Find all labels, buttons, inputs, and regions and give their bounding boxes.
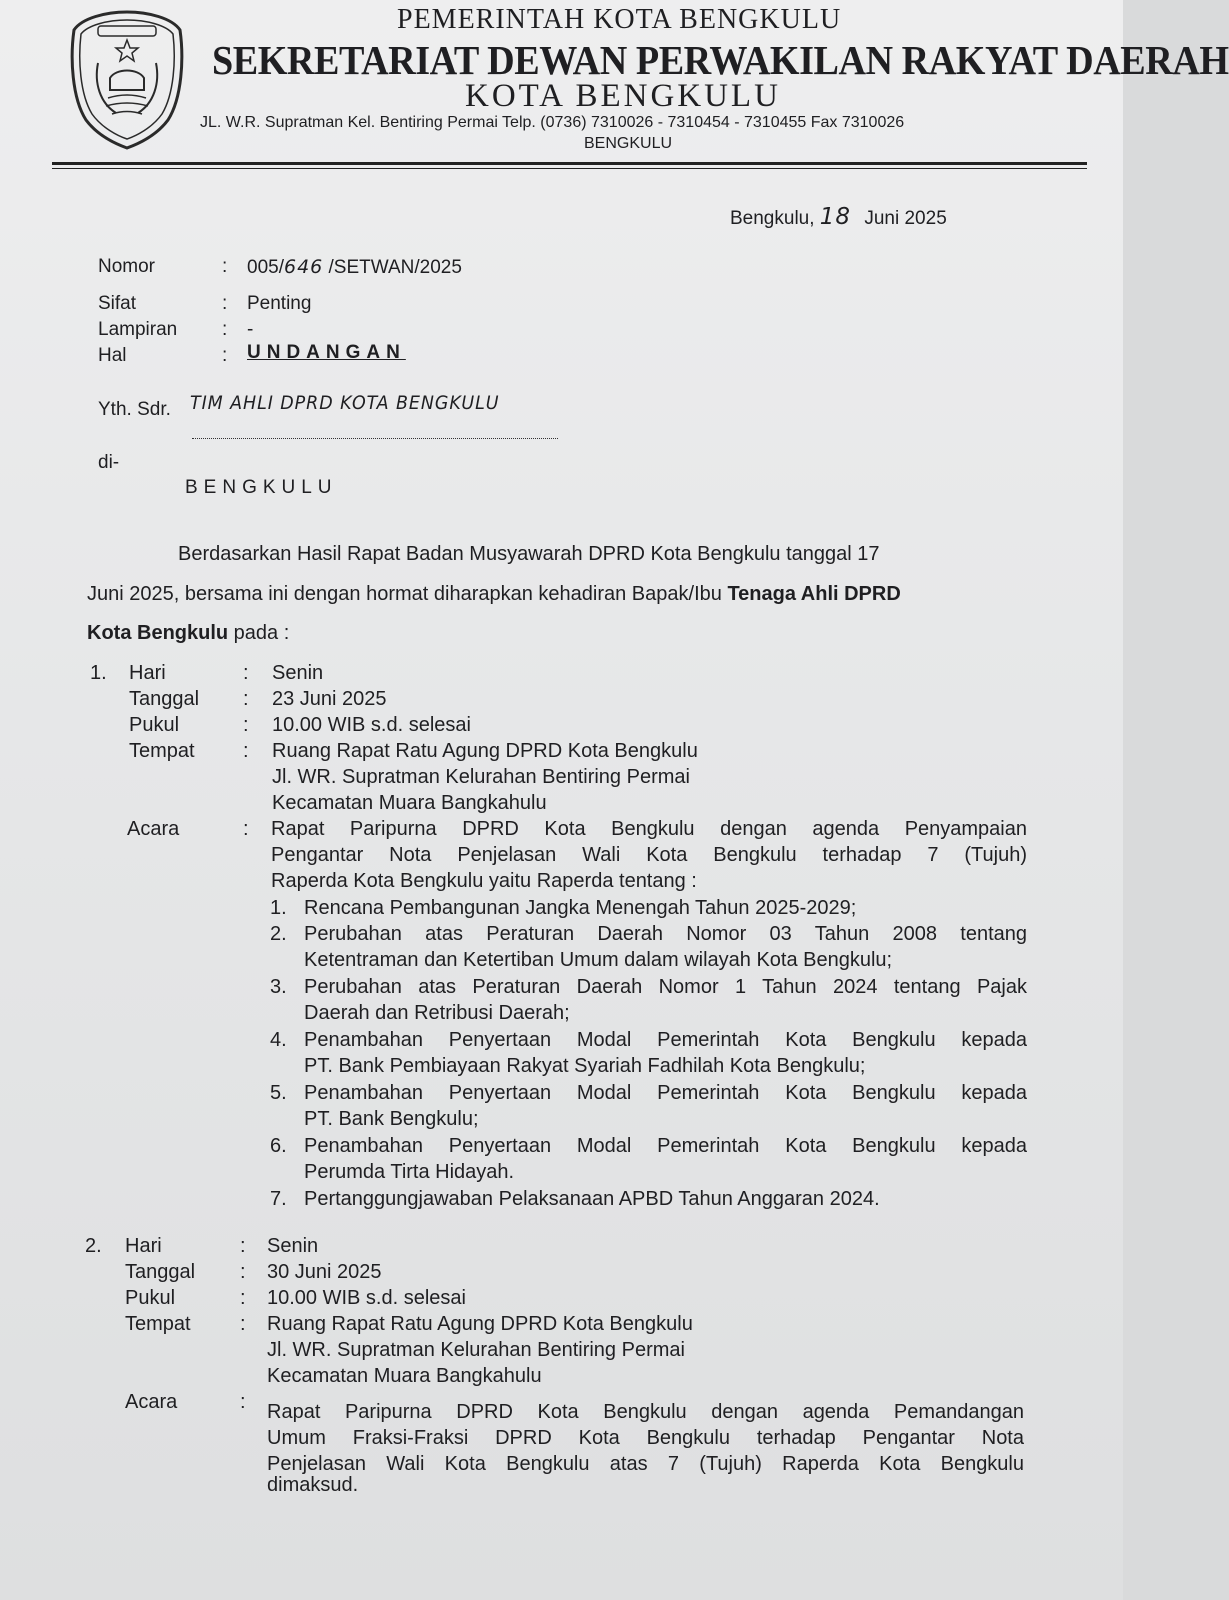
raperda-item-6: Penambahan Penyertaan Modal Pemerintah Kota Bengkulu kepada <box>304 1135 1027 1157</box>
event-1-acara-3: Raperda Kota Bengkulu yaitu Raperda tentang : <box>271 870 697 892</box>
body-line-2-text: Juni 2025, bersama ini dengan hormat diharapkan kehadiran Bapak/Ibu <box>87 583 728 605</box>
nomor-colon: : <box>222 256 228 277</box>
body-line-2-bold: Tenaga Ahli DPRD <box>727 583 901 605</box>
date-rest: Juni 2025 <box>864 208 947 229</box>
event-2-tempat-3: Kecamatan Muara Bangkahulu <box>267 1365 542 1387</box>
nomor-suffix: /SETWAN/2025 <box>323 257 462 278</box>
recipient-name-handwritten: TIM AHLI DPRD KOTA BENGKULU <box>190 392 500 414</box>
recipient-dotted-line <box>192 438 558 439</box>
event-1-tempat-3: Kecamatan Muara Bangkahulu <box>272 792 547 814</box>
event-2-hari: Senin <box>267 1235 319 1257</box>
nomor-handwritten: 646 <box>283 256 324 278</box>
header-rule-thick <box>52 162 1087 165</box>
event-2-tempat-label: Tempat <box>125 1313 191 1335</box>
body-line-3-text: pada : <box>228 622 290 644</box>
hal-colon: : <box>222 345 228 366</box>
date-day-handwritten: 18 <box>819 204 852 230</box>
event-2-colon: : <box>240 1287 246 1309</box>
event-1-tanggal: 23 Juni 2025 <box>272 688 387 710</box>
event-2-tanggal-label: Tanggal <box>125 1261 196 1283</box>
nomor-label: Nomor <box>98 256 156 277</box>
raperda-item-4: Penambahan Penyertaan Modal Pemerintah Kota Bengkulu kepada <box>304 1029 1027 1051</box>
raperda-item-4-num: 4. <box>270 1029 287 1051</box>
event-1-colon: : <box>243 662 249 684</box>
event-1-tempat-2: Jl. WR. Supratman Kelurahan Bentiring Permai <box>272 766 690 788</box>
letter-date <box>730 204 947 230</box>
raperda-item-6-num: 6. <box>270 1135 287 1157</box>
event-1-colon: : <box>243 714 249 736</box>
event-1-colon: : <box>243 818 249 840</box>
event-1-pukul: 10.00 WIB s.d. selesai <box>272 714 471 736</box>
event-1-colon: : <box>243 740 249 762</box>
event-1-acara-label: Acara <box>127 818 180 840</box>
event-1-hari: Senin <box>272 662 324 684</box>
event-1-pukul-label: Pukul <box>129 714 180 736</box>
event-2-hari-label: Hari <box>125 1235 162 1257</box>
event-1-tanggal-label: Tanggal <box>129 688 200 710</box>
date-prefix: Bengkulu, <box>730 208 815 229</box>
event-2-colon: : <box>240 1261 246 1283</box>
hal-value: UNDANGAN <box>247 342 406 363</box>
sifat-label: Sifat <box>98 293 137 314</box>
raperda-item-5-cont: PT. Bank Bengkulu; <box>304 1108 479 1130</box>
lampiran-value: - <box>247 319 254 340</box>
yth-label: Yth. Sdr. <box>98 399 171 420</box>
raperda-item-6-cont: Perumda Tirta Hidayah. <box>304 1161 515 1183</box>
event-1-acara-2: Pengantar Nota Penjelasan Wali Kota Bengkulu terhadap 7 (Tujuh) <box>271 844 1027 866</box>
event-2-acara-4: dimaksud. <box>267 1474 359 1496</box>
sifat-colon: : <box>222 293 228 314</box>
event-2-colon: : <box>240 1313 246 1335</box>
event-1-acara-1: Rapat Paripurna DPRD Kota Bengkulu dengan agenda Penyampaian <box>271 818 1027 840</box>
raperda-item-1-num: 1. <box>270 897 287 919</box>
raperda-item-4-cont: PT. Bank Pembiayaan Rakyat Syariah Fadhilah Kota Bengkulu; <box>304 1055 866 1077</box>
event-2-pukul-label: Pukul <box>125 1287 176 1309</box>
lampiran-label: Lampiran <box>98 319 178 340</box>
address-line: JL. W.R. Supratman Kel. Bentiring Permai Telp. (0736) 7310026 - 7310454 - 7310455 Fax 7310026 <box>200 114 905 131</box>
body-line-1: Berdasarkan Hasil Rapat Badan Musyawarah DPRD Kota Bengkulu tanggal 17 <box>178 543 880 565</box>
raperda-item-5: Penambahan Penyertaan Modal Pemerintah Kota Bengkulu kepada <box>304 1082 1027 1104</box>
city-header-line: KOTA BENGKULU <box>465 78 781 114</box>
event-2-colon: : <box>240 1391 246 1413</box>
city-emblem-logo <box>68 8 186 150</box>
event-1-colon: : <box>243 688 249 710</box>
event-2-acara-label: Acara <box>125 1391 178 1413</box>
di-label: di- <box>98 452 120 473</box>
body-line-3-bold: Kota Bengkulu <box>87 622 229 644</box>
nomor-value <box>247 256 462 279</box>
event-2-acara-1: Rapat Paripurna DPRD Kota Bengkulu dengan agenda Pemandangan <box>267 1401 1024 1423</box>
raperda-item-2-num: 2. <box>270 923 287 945</box>
header-rule-thin <box>52 168 1087 169</box>
event-2-tempat-2: Jl. WR. Supratman Kelurahan Bentiring Permai <box>267 1339 685 1361</box>
raperda-item-5-num: 5. <box>270 1082 287 1104</box>
hal-label: Hal <box>98 345 127 366</box>
sifat-value: Penting <box>247 293 312 314</box>
lampiran-colon: : <box>222 319 228 340</box>
nomor-prefix: 005/ <box>247 257 284 278</box>
event-2-number: 2. <box>85 1235 102 1257</box>
event-2-acara-2: Umum Fraksi-Fraksi DPRD Kota Bengkulu terhadap Pengantar Nota <box>267 1427 1024 1449</box>
event-2-pukul: 10.00 WIB s.d. selesai <box>267 1287 466 1309</box>
event-1-tempat-label: Tempat <box>129 740 195 762</box>
raperda-item-7-num: 7. <box>270 1188 287 1210</box>
raperda-item-1: Rencana Pembangunan Jangka Menengah Tahun 2025-2029; <box>304 897 857 919</box>
event-2-acara-3: Penjelasan Wali Kota Bengkulu atas 7 (Tujuh) Raperda Kota Bengkulu <box>267 1453 1024 1475</box>
gov-header-line: PEMERINTAH KOTA BENGKULU <box>397 4 842 35</box>
raperda-item-3-cont: Daerah dan Retribusi Daerah; <box>304 1002 570 1024</box>
event-2-tanggal: 30 Juni 2025 <box>267 1261 382 1283</box>
institution-name: SEKRETARIAT DEWAN PERWAKILAN RAKYAT DAERAH <box>212 37 1229 83</box>
raperda-item-3-num: 3. <box>270 976 287 998</box>
raperda-item-7: Pertanggungjawaban Pelaksanaan APBD Tahun Anggaran 2024. <box>304 1188 880 1210</box>
body-line-2 <box>87 583 901 606</box>
recipient-place: BENGKULU <box>185 477 338 498</box>
event-2-colon: : <box>240 1235 246 1257</box>
raperda-item-3: Perubahan atas Peraturan Daerah Nomor 1 Tahun 2024 tentang Pajak <box>304 976 1027 998</box>
raperda-item-2-cont: Ketentraman dan Ketertiban Umum dalam wilayah Kota Bengkulu; <box>304 949 893 971</box>
event-1-hari-label: Hari <box>129 662 166 684</box>
address-city: BENGKULU <box>584 135 673 152</box>
raperda-item-2: Perubahan atas Peraturan Daerah Nomor 03 Tahun 2008 tentang <box>304 923 1027 945</box>
event-1-tempat-1: Ruang Rapat Ratu Agung DPRD Kota Bengkulu <box>272 740 698 762</box>
body-line-3 <box>87 622 289 645</box>
event-2-tempat-1: Ruang Rapat Ratu Agung DPRD Kota Bengkulu <box>267 1313 693 1335</box>
event-1-number: 1. <box>90 662 107 684</box>
